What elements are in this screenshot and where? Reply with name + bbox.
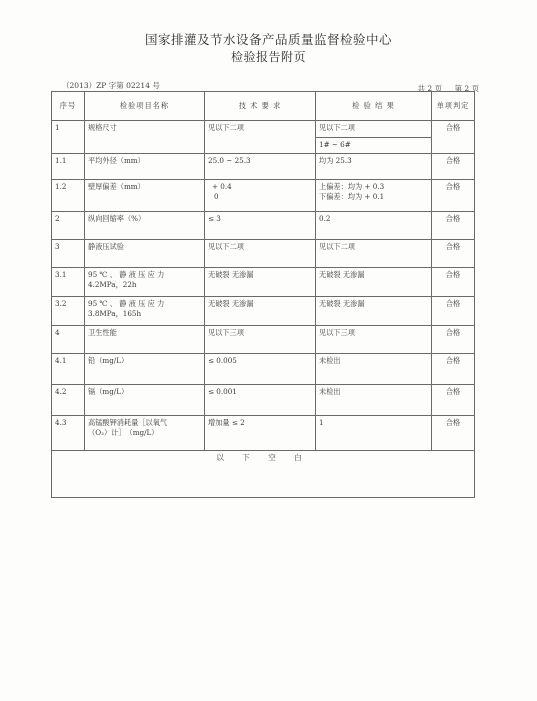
row-judgement: 合格 (432, 326, 475, 354)
row-result-top: 见以下二项 (316, 121, 431, 138)
row-requirement: 见以下三项 (205, 326, 316, 354)
table-footer-row (52, 451, 475, 498)
col-header-item: 检验项目名称 (85, 92, 205, 121)
row-judgement: 合格 (432, 154, 475, 180)
row-requirement: 25.0 ~ 25.3 (205, 154, 316, 180)
table-row (52, 297, 475, 326)
row-item-line1: 95 ℃ 、 静 液 压 应 力 (88, 270, 165, 279)
row-result: 未检出 (316, 354, 432, 385)
inspection-table (51, 91, 475, 498)
row-no: 3 (52, 240, 85, 268)
row-item: 镉（mg/L） (85, 385, 205, 416)
row-no: 1 (52, 121, 85, 154)
col-header-judgement: 单项判定 (432, 92, 475, 121)
row-result: 均为 25.3 (316, 154, 432, 180)
row-result (316, 180, 432, 212)
row-item: 静液压试验 (85, 240, 205, 268)
row-result: 1 (316, 416, 432, 451)
row-item (85, 297, 205, 326)
row-result-lower: 下偏差：均为 + 0.1 (319, 191, 385, 201)
org-title: 国家排灌及节水设备产品质量监督检验中心 (144, 32, 392, 47)
row-requirement: ≤ 0.001 (205, 385, 316, 416)
table-row (52, 326, 475, 354)
row-requirement: ≤ 3 (205, 212, 316, 240)
table-row (52, 354, 475, 385)
row-result: 0.2 (316, 212, 432, 240)
row-requirement: 无破裂 无渗漏 (205, 297, 316, 326)
row-result: 未检出 (316, 385, 432, 416)
row-judgement: 合格 (432, 416, 475, 451)
row-result: 见以下三项 (316, 326, 432, 354)
table-row (52, 180, 475, 212)
row-item: 壁厚偏差（mm） (85, 180, 205, 212)
row-no: 4.2 (52, 385, 85, 416)
row-result: 无破裂 无渗漏 (316, 268, 432, 297)
row-item-line2: 3.8MPa，165h (88, 308, 142, 318)
row-requirement: 见以下二项 (205, 121, 316, 154)
row-requirement: 增加量 ≤ 2 (205, 416, 316, 451)
table-row (52, 385, 475, 416)
row-no: 4.1 (52, 354, 85, 385)
table-row (52, 121, 475, 154)
row-item: 铅（mg/L） (85, 354, 205, 385)
row-item: 平均外径（mm） (85, 154, 205, 180)
table-row (52, 416, 475, 451)
row-item (85, 416, 205, 451)
row-judgement: 合格 (432, 297, 475, 326)
row-requirement-lower: 0 (214, 191, 219, 201)
row-item: 卫生性能 (85, 326, 205, 354)
row-no: 1.2 (52, 180, 85, 212)
row-result: 无破裂 无渗漏 (316, 297, 432, 326)
row-item (85, 268, 205, 297)
row-item-line1: 95 ℃ 、 静 液 压 应 力 (88, 299, 165, 308)
col-header-requirement: 技 术 要 求 (205, 92, 316, 121)
col-header-no: 序号 (52, 92, 85, 121)
row-no: 4.3 (52, 416, 85, 451)
row-item: 规格尺寸 (85, 121, 205, 154)
row-judgement: 合格 (432, 121, 475, 154)
row-judgement: 合格 (432, 268, 475, 297)
row-item-line1: 高锰酸钾消耗量［以氧气 (88, 418, 168, 427)
col-header-result: 检 验 结 果 (316, 92, 432, 121)
row-result-bottom: 1# ~ 6# (319, 140, 351, 149)
row-item-line2: （O₂）计］ （mg/L） (88, 427, 159, 437)
row-judgement: 合格 (432, 240, 475, 268)
sub-title: 检验报告附页 (230, 50, 306, 64)
row-result (316, 121, 432, 154)
row-judgement: 合格 (432, 385, 475, 416)
row-no: 4 (52, 326, 85, 354)
table-row (52, 154, 475, 180)
row-requirement (205, 180, 316, 212)
row-requirement-upper: + 0.4 (212, 182, 232, 191)
table-row (52, 268, 475, 297)
table-row (52, 212, 475, 240)
row-item: 纵向回缩率（%） (85, 212, 205, 240)
row-no: 3.1 (52, 268, 85, 297)
table-header-row (52, 92, 475, 121)
row-requirement: 无破裂 无渗漏 (205, 268, 316, 297)
row-no: 1.1 (52, 154, 85, 180)
row-no: 3.2 (52, 297, 85, 326)
current-page: 第 2 页 (454, 84, 479, 93)
row-requirement: ≤ 0.005 (205, 354, 316, 385)
table-row (52, 240, 475, 268)
blank-marker: 以 下 空 白 (52, 451, 475, 498)
report-number: （2013）ZP 字第 02214 号 (62, 81, 160, 90)
total-pages: 共 2 页 (417, 84, 443, 93)
row-result-upper: 上偏差：均为 + 0.3 (319, 182, 385, 191)
row-item-line2: 4.2MPa，22h (88, 279, 137, 289)
row-no: 2 (52, 212, 85, 240)
row-requirement: 见以下二项 (205, 240, 316, 268)
row-judgement: 合格 (432, 212, 475, 240)
row-result: 见以下二项 (316, 240, 432, 268)
row-judgement: 合格 (432, 354, 475, 385)
row-judgement: 合格 (432, 180, 475, 212)
